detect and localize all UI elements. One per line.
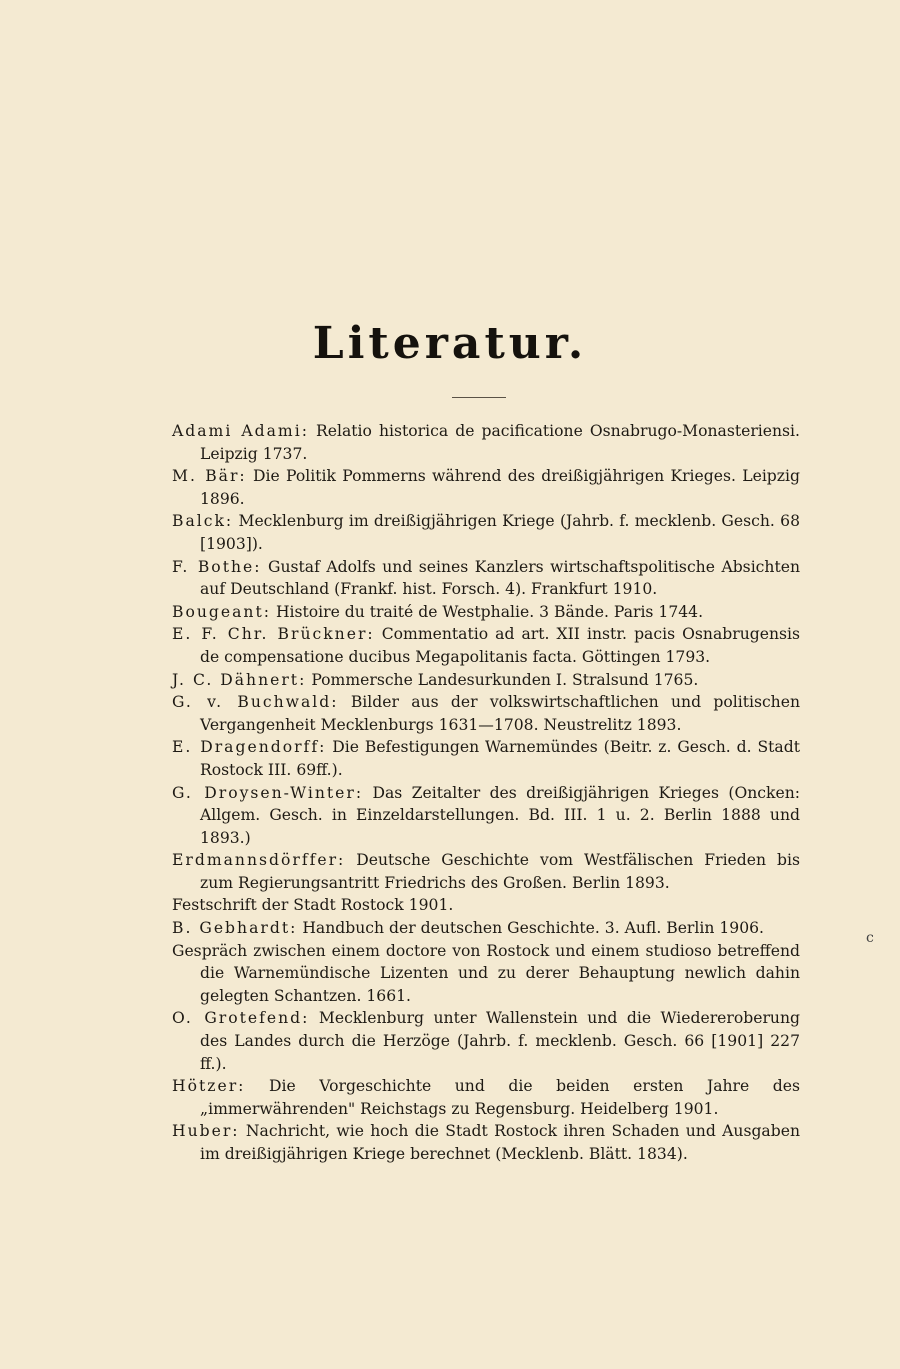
bibliography-entry	[172, 894, 800, 917]
entry-text: Commentatio ad art. XII instr. pacis Osnabrugensis de compensatione ducibus Megapolitanis facta. Göttingen 1793.	[200, 625, 800, 666]
title-divider	[452, 397, 506, 398]
entry-text: Deutsche Geschichte vom Westfälischen Frieden bis zum Regierungsantritt Friedrichs des Großen. Berlin 1893.	[200, 851, 800, 892]
bibliography-entry	[172, 510, 800, 555]
entry-author: B. Gebhardt:	[172, 919, 298, 938]
bibliography-entry	[172, 420, 800, 465]
entry-text: Festschrift der Stadt Rostock 1901.	[172, 896, 454, 915]
entry-author: J. C. Dähnert:	[172, 670, 307, 689]
entry-text: Die Politik Pommerns während des dreißigjährigen Krieges. Leipzig 1896.	[200, 467, 800, 508]
entry-author: Bougeant:	[172, 602, 271, 621]
bibliography-entry	[172, 691, 800, 736]
bibliography-entry	[172, 1007, 800, 1075]
entry-text: Mecklenburg im dreißigjährigen Kriege (Jahrb. f. mecklenb. Gesch. 68 [1903]).	[200, 512, 800, 553]
entry-author: E. Dragendorff:	[172, 738, 327, 757]
bibliography-entry	[172, 849, 800, 894]
bibliography-entry	[172, 1120, 800, 1165]
entry-author: M. Bär:	[172, 467, 247, 486]
entry-text: Histoire du traité de Westphalie. 3 Bände. Paris 1744.	[275, 602, 704, 621]
bibliography-entry	[172, 1075, 800, 1120]
bibliography-entry	[172, 736, 800, 781]
entry-text: Pommersche Landesurkunden I. Stralsund 1765.	[311, 670, 699, 689]
entry-author: G. Droysen-Winter:	[172, 783, 364, 802]
entry-text: Gespräch zwischen einem doctore von Rostock und einem studioso betreffend die Warnemündische Lizenten und zu derer Behauptung newlich dahin gelegten Schantzen. 1661.	[172, 941, 800, 1005]
entry-text: Die Befestigungen Warnemündes (Beitr. z. Gesch. d. Stadt Rostock III. 69ff.).	[200, 738, 800, 779]
entry-text: Die Vorgeschichte und die beiden ersten Jahre des „immerwährenden" Reichstags zu Regensburg. Heidelberg 1901.	[200, 1077, 800, 1118]
entry-author: F. Bothe:	[172, 557, 262, 576]
entry-text: Gustaf Adolfs und seines Kanzlers wirtschaftspolitische Absichten auf Deutschland (Frankf. hist. Forsch. 4). Frankfurt 1910.	[200, 557, 800, 599]
bibliography-entry	[172, 917, 800, 940]
bibliography-entry	[172, 556, 800, 601]
entry-text: Nachricht, wie hoch die Stadt Rostock ihren Schaden und Ausgaben im dreißigjährigen Kriege berechnet (Mecklenb. Blätt. 1834).	[200, 1122, 800, 1163]
bibliography-entry	[172, 940, 800, 1008]
bibliography-entry	[172, 782, 800, 850]
entry-author: Adami Adami:	[172, 422, 309, 440]
entry-author: E. F. Chr. Brückner:	[172, 625, 375, 644]
page-title: Literatur.	[312, 318, 588, 369]
entry-author: Balck:	[172, 512, 234, 531]
entry-text: Bilder aus der volkswirtschaftlichen und politischen Vergangenheit Mecklenburgs 1631—1708. Neustrelitz 1893.	[200, 693, 800, 734]
bibliography-entry	[172, 601, 800, 624]
bibliography-entry	[172, 465, 800, 510]
bibliography-list	[172, 420, 800, 1166]
entry-text: Mecklenburg unter Wallenstein und die Wiedereroberung des Landes durch die Herzöge (Jahrb. f. mecklenb. Gesch. 66 [1901] 227 ff.).	[200, 1009, 800, 1073]
entry-author: G. v. Buchwald:	[172, 693, 339, 712]
bibliography-entry	[172, 669, 800, 692]
entry-text: Das Zeitalter des dreißigjährigen Krieges (Oncken: Allgem. Gesch. in Einzeldarstellungen. Bd. III. 1 u. 2. Berlin 1888 und 1893.)	[200, 783, 800, 847]
entry-author: Erdmannsdörffer:	[172, 851, 346, 870]
entry-author: O. Grotefend:	[172, 1009, 310, 1028]
margin-mark: c	[866, 930, 874, 946]
entry-author: Huber:	[172, 1122, 240, 1141]
entry-text: Relatio historica de pacificatione Osnabrugo-Monasteriensi. Leipzig 1737.	[200, 422, 800, 463]
entry-author: Hötzer:	[172, 1077, 246, 1096]
bibliography-entry	[172, 623, 800, 668]
entry-text: Handbuch der deutschen Geschichte. 3. Aufl. Berlin 1906.	[302, 919, 764, 938]
